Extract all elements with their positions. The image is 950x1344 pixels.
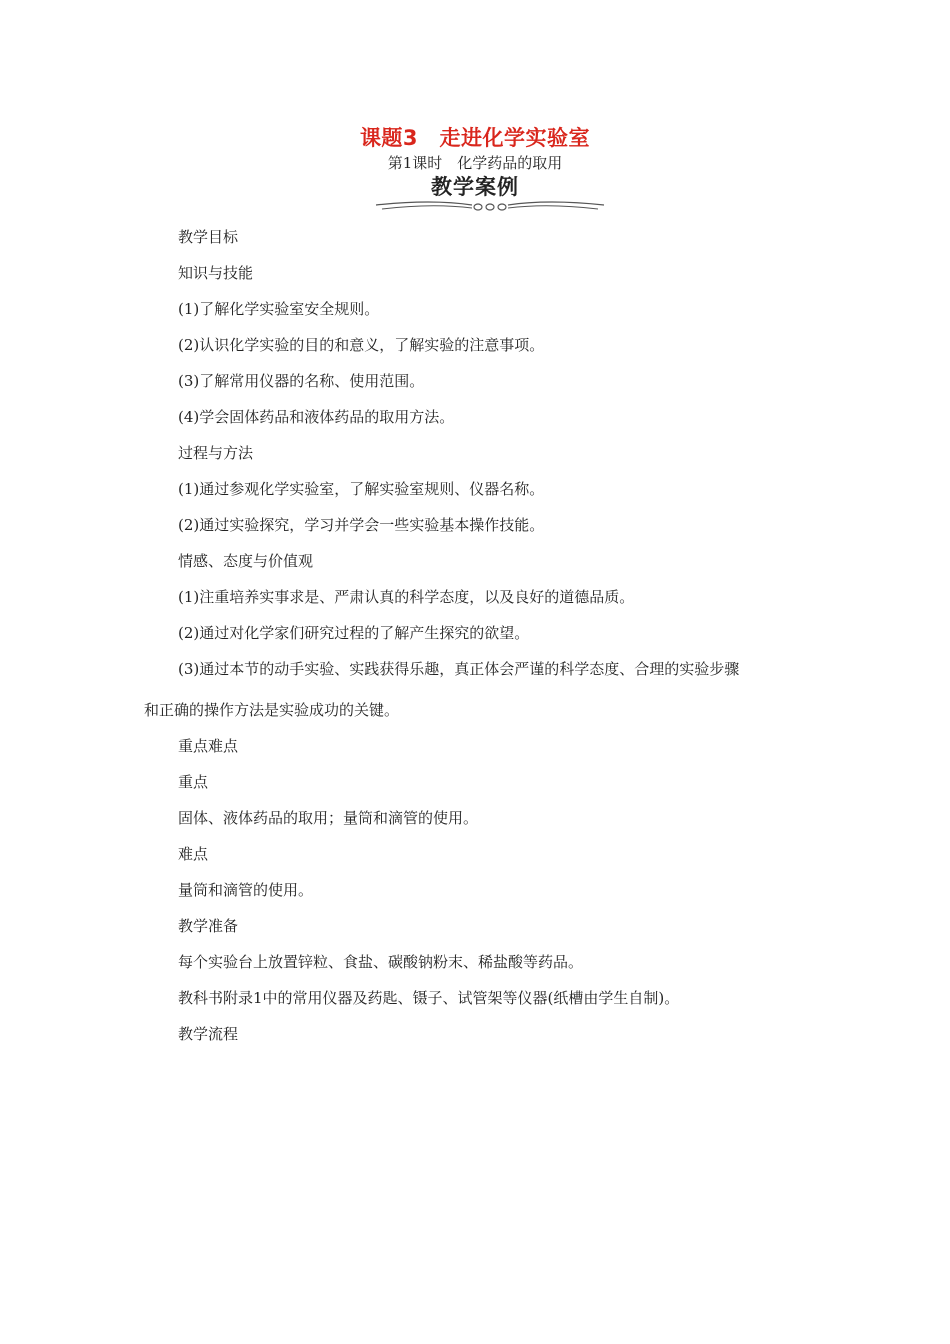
list-item-continuation: 和正确的操作方法是实验成功的关键。 (144, 701, 400, 719)
subheading-difficulty: 难点 (178, 845, 209, 863)
paragraph: 固体、液体药品的取用；量筒和滴管的使用。 (178, 809, 479, 827)
list-item: (3)通过本节的动手实验、实践获得乐趣，真正体会严谨的科学态度、合理的实验步骤 (178, 660, 740, 678)
section-banner: 教学案例 (431, 175, 519, 199)
subheading-focus: 重点 (178, 773, 209, 791)
paragraph: 教科书附录1中的常用仪器及药匙、镊子、试管架等仪器(纸槽由学生自制)。 (178, 989, 680, 1007)
list-item: (4)学会固体药品和液体药品的取用方法。 (178, 408, 455, 426)
paragraph: 量筒和滴管的使用。 (178, 881, 314, 899)
ornament-divider-icon (372, 197, 608, 217)
page-subtitle: 第1课时 化学药品的取用 (387, 154, 563, 172)
subheading-attitude: 情感、态度与价值观 (178, 552, 314, 570)
subheading-knowledge: 知识与技能 (178, 264, 254, 282)
paragraph: 每个实验台上放置锌粒、食盐、碳酸钠粉末、稀盐酸等药品。 (178, 953, 584, 971)
heading-process-flow: 教学流程 (178, 1025, 239, 1043)
heading-preparation: 教学准备 (178, 917, 239, 935)
list-item: (1)了解化学实验室安全规则。 (178, 300, 380, 318)
list-item: (1)通过参观化学实验室，了解实验室规则、仪器名称。 (178, 480, 545, 498)
list-item: (2)通过实验探究，学习并学会一些实验基本操作技能。 (178, 516, 545, 534)
list-item: (3)了解常用仪器的名称、使用范围。 (178, 372, 425, 390)
page-title: 课题3 走进化学实验室 (359, 126, 591, 150)
heading-objectives: 教学目标 (178, 228, 239, 246)
heading-key-points: 重点难点 (178, 737, 239, 755)
list-item: (2)认识化学实验的目的和意义，了解实验的注意事项。 (178, 336, 545, 354)
subheading-process: 过程与方法 (178, 444, 254, 462)
list-item: (2)通过对化学家们研究过程的了解产生探究的欲望。 (178, 624, 530, 642)
list-item: (1)注重培养实事求是、严肃认真的科学态度，以及良好的道德品质。 (178, 588, 635, 606)
